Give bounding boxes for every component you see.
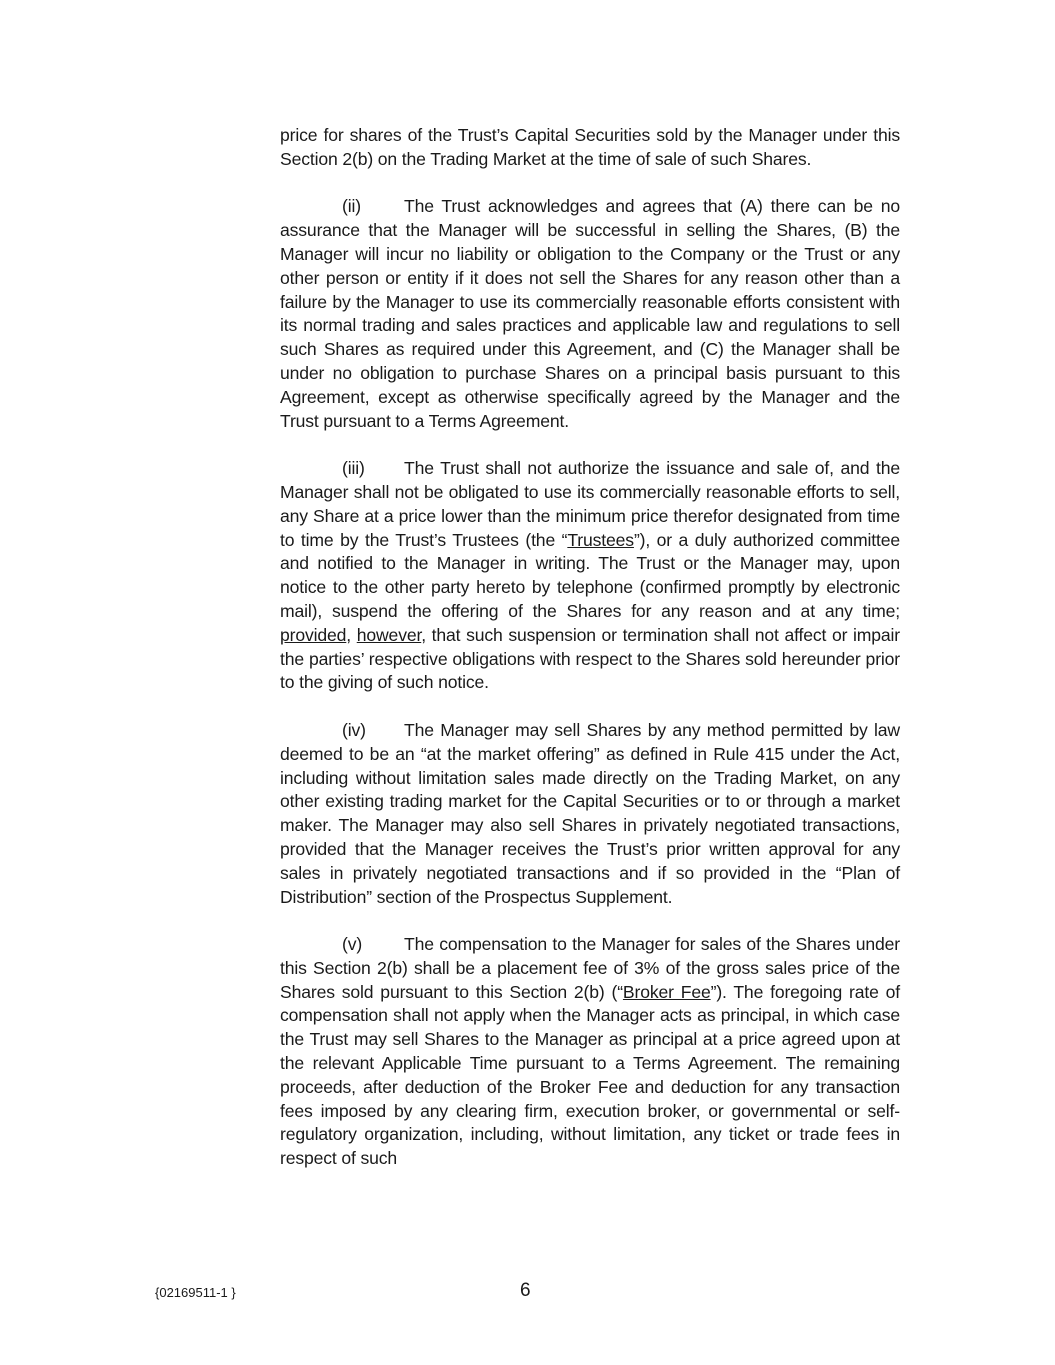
paragraph-v-text-b: ”). The foregoing rate of compensation shall not apply when the Manager acts as principal, in which case the Trust may sell Shares to the Manager as principal at a price agreed upon at the relevant Applicable Time pursuant to a Terms Agreement. The remaining proceeds, after deduction of the Broker Fee and deduction for any transaction fees imposed by any clearing firm, execution broker, or governmental or self-regulatory organization, including, without limitation, any ticket or trade fees in respect of such	[280, 981, 900, 1169]
paragraph-iii-text-b: ”), or a duly authorized committee and notified to the Manager in writing. The Trust or the Manager may, upon notice to the other party hereto by telephone (confirmed promptly by electronic mail), suspend the offering of the Shares for any reason and at any time;	[280, 529, 900, 621]
paragraph-iii	[280, 457, 900, 695]
term-provided: provided	[280, 624, 347, 645]
paragraph-ii	[280, 195, 900, 433]
paragraph-v-number: (v)	[342, 934, 363, 955]
paragraph-iii-text-c: ,	[346, 624, 357, 645]
defined-term-trustees: Trustees	[567, 529, 634, 550]
footer-document-id: {02169511-1 }	[155, 1285, 236, 1300]
page-number: 6	[520, 1280, 531, 1301]
defined-term-broker-fee: Broker Fee	[622, 981, 711, 1002]
intro-text: price for shares of the Trust’s Capital Securities sold by the Manager under this Section 2(b) on the Trading Market at the time of sale of such Shares.	[280, 125, 900, 169]
paragraph-ii-text: The Trust acknowledges and agrees that (A) there can be no assurance that the Manager will be successful in selling the Shares, (B) the Manager will incur no liability or obligation to the Company or the Trust or any other person or entity if it does not sell the Shares for any reason other than a failure by the Manager to use its commercially reasonable efforts consistent with its normal trading and sales practices and applicable law and regulations to sell such Shares as required under this Agreement, and (C) the Manager shall be under no obligation to purchase Shares on a principal basis pursuant to this Agreement, except as otherwise specifically agreed by the Manager and the Trust pursuant to a Terms Agreement.	[280, 196, 900, 431]
paragraph-v	[280, 933, 900, 1171]
term-however: however	[356, 624, 422, 645]
paragraph-iii-number: (iii)	[342, 458, 365, 479]
paragraph-ii-number: (ii)	[342, 196, 361, 217]
paragraph-iv-number: (iv)	[342, 719, 366, 740]
paragraph-iii-text-d: , that such suspension or termination shall not affect or impair the parties’ respective obligations with respect to the Shares sold hereunder prior to the giving of such notice.	[280, 624, 900, 693]
paragraph-iv	[280, 719, 900, 909]
paragraph-v-text-a: The compensation to the Manager for sales of the Shares under this Section 2(b) shall be a placement fee of 3% of the gross sales price of the Shares sold pursuant to this Section 2(b) (“	[280, 934, 900, 1002]
paragraph-iii-text-a: The Trust shall not authorize the issuance and sale of, and the Manager shall not be obligated to use its commercially reasonable efforts to sell, any Share at a price lower than the minimum price therefor designated from time to time by the Trust’s Trustees (the “	[280, 458, 900, 550]
intro-paragraph	[280, 124, 900, 172]
document-body	[280, 124, 900, 1195]
paragraph-iv-text: The Manager may sell Shares by any method permitted by law deemed to be an “at the market offering” as defined in Rule 415 under the Act, including without limitation sales made directly on the Trading Market, on any other existing trading market for the Capital Securities or to or through a market maker. The Manager may also sell Shares in privately negotiated transactions, provided that the Manager receives the Trust’s prior written approval for any sales in privately negotiated transactions and if so provided in the “Plan of Distribution” section of the Prospectus Supplement.	[280, 719, 900, 907]
